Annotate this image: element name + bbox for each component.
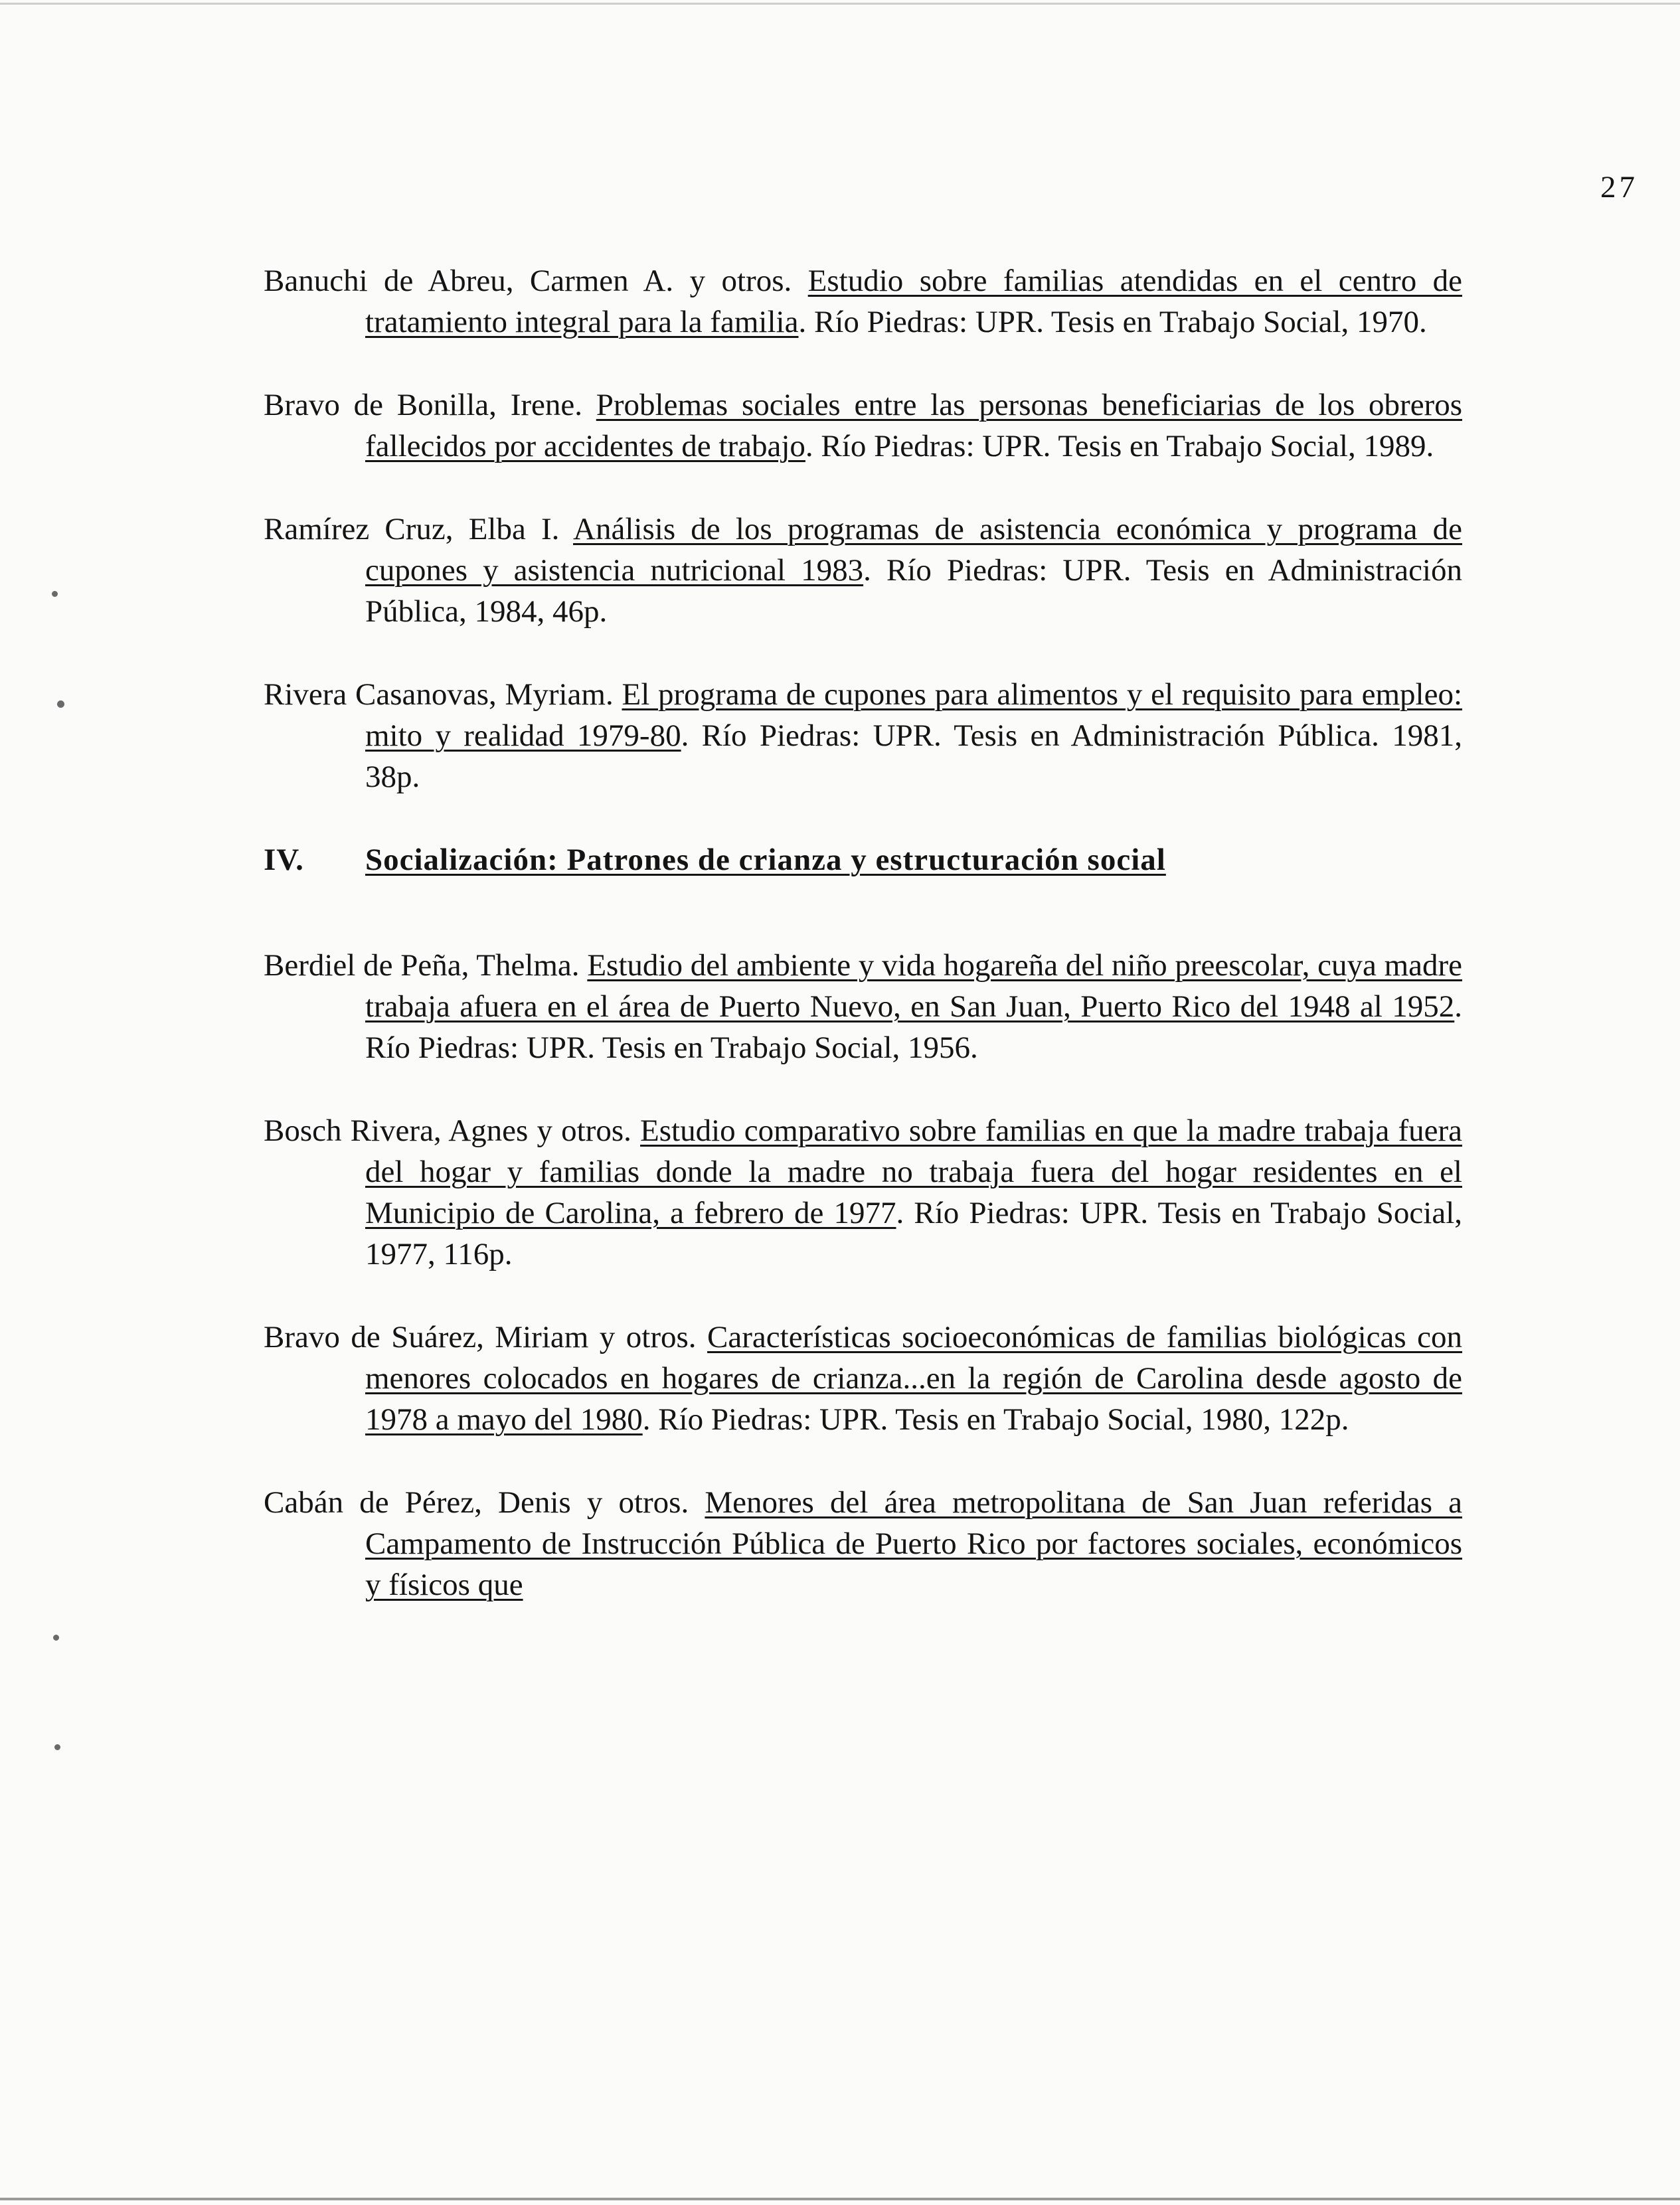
section-number: IV. <box>264 843 304 877</box>
bibliography-entry <box>264 260 1462 343</box>
entry-details: . Río Piedras: UPR. Tesis en Trabajo Social, 1977, 116p. <box>365 1196 1463 1271</box>
entry-title: El programa de cupones para alimentos y el requisito para empleo: mito y realidad 1979-80 <box>365 677 1463 753</box>
section-title: Socialización: Patrones de crianza y estructuración social <box>365 843 1166 877</box>
entry-author: Rivera Casanovas, Myriam. <box>264 677 614 712</box>
section-heading <box>264 839 1462 880</box>
entry-details: . Río Piedras: UPR. Tesis en Trabajo Social, 1956. <box>365 989 1462 1065</box>
bottom-scan-edge <box>0 2198 1680 2200</box>
bibliography-entry <box>264 945 1462 1068</box>
entry-title: Estudio comparativo sobre familias en que la madre trabaja fuera del hogar y familias donde la madre no trabaja fuera del hogar residentes en el Municipio de Carolina, a febrero de 1977 <box>365 1113 1463 1230</box>
bibliography-entry <box>264 1482 1462 1605</box>
bibliography-entry <box>264 384 1462 467</box>
bibliography-body <box>264 260 1462 1647</box>
entry-author: Bosch Rivera, Agnes y otros. <box>264 1113 631 1148</box>
entry-details: . Río Piedras: UPR. Tesis en Trabajo Social, 1980, 122p. <box>642 1402 1349 1437</box>
entry-details: . Río Piedras: UPR. Tesis en Administración Pública. 1981, 38p. <box>365 718 1462 794</box>
bibliography-entry <box>264 1110 1462 1275</box>
entry-details: . Río Piedras: UPR. Tesis en Trabajo Social, 1970. <box>798 305 1427 339</box>
margin-mark <box>57 700 64 708</box>
entry-title: Estudio del ambiente y vida hogareña del niño preescolar, cuya madre trabaja afuera en el área de Puerto Nuevo, en San Juan, Puerto Rico del 1948 al 1952 <box>365 948 1462 1024</box>
entry-author: Ramírez Cruz, Elba I. <box>264 512 560 546</box>
entry-author: Cabán de Pérez, Denis y otros. <box>264 1485 689 1520</box>
entry-title: Estudio sobre familias atendidas en el centro de tratamiento integral para la familia <box>365 264 1462 339</box>
bibliography-group-1 <box>264 260 1462 797</box>
entry-title: Características socioeconómicas de familias biológicas con menores colocados en hogares de crianza...en la región de Carolina desde agosto de 1978 a mayo del 1980 <box>365 1320 1463 1437</box>
entry-details: . Río Piedras: UPR. Tesis en Administración Pública, 1984, 46p. <box>365 553 1462 629</box>
entry-author: Banuchi de Abreu, Carmen A. y otros. <box>264 264 792 298</box>
bibliography-group-2 <box>264 945 1462 1605</box>
bibliography-entry <box>264 674 1462 797</box>
margin-mark <box>52 591 58 597</box>
entry-author: Bravo de Bonilla, Irene. <box>264 388 582 422</box>
entry-author: Bravo de Suárez, Miriam y otros. <box>264 1320 697 1354</box>
entry-title: Problemas sociales entre las personas beneficiarias de los obreros fallecidos por accidentes de trabajo <box>365 388 1462 463</box>
entry-details: . Río Piedras: UPR. Tesis en Trabajo Social, 1989. <box>805 429 1434 463</box>
margin-mark <box>54 1744 60 1750</box>
entry-title: Análisis de los programas de asistencia económica y programa de cupones y asistencia nutricional 1983 <box>365 512 1463 588</box>
top-scan-edge <box>0 3 1680 5</box>
page-number: 27 <box>1600 170 1638 204</box>
entry-title: Menores del área metropolitana de San Juan referidas a Campamento de Instrucción Pública de Puerto Rico por factores sociales, económicos y físicos que <box>365 1485 1463 1602</box>
margin-mark <box>53 1635 59 1641</box>
entry-author: Berdiel de Peña, Thelma. <box>264 948 580 983</box>
bibliography-entry <box>264 1317 1462 1440</box>
bibliography-entry <box>264 509 1462 632</box>
